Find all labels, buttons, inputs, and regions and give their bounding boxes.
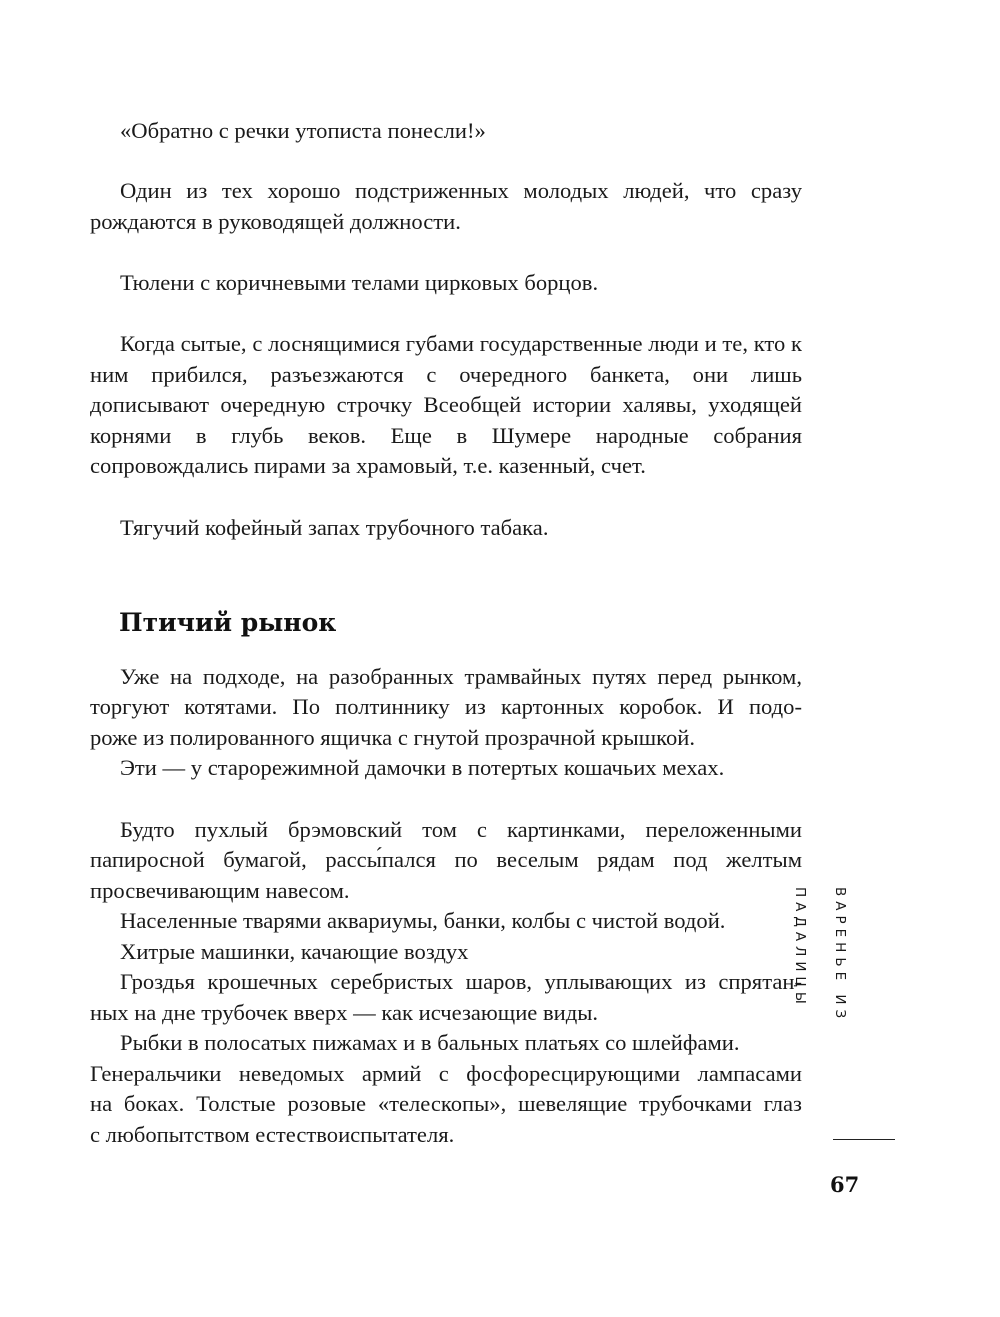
- section-line: Хитрые машинки, качающие воздух: [120, 939, 469, 964]
- section-line: Генеральчики неведомых армий с фосфоресцирующими лампасами: [90, 1061, 802, 1086]
- paragraph-1: «Обратно с речки утописта понесли!»: [120, 118, 486, 143]
- section-line: с любопытством естествоиспытателя.: [90, 1122, 455, 1147]
- paragraph-4: Когда сытые, с лоснящимися губами государственные люди и те, кто к ним прибился, разъезжаются с очередного банкета, они лишь дописывают очередную строчку Всеобщей истории халявы, уходящей корнями в глубь веков. Еще в Шумере народные собрания сопровождались пирами за храмовый, т.е. казенный, счет.: [90, 331, 802, 478]
- paragraph-2: Один из тех хорошо подстриженных молодых людей, что сразу рождаются в руководящей должности.: [90, 178, 802, 234]
- section-line: на боках. Толстые розовые «телескопы», шевелящие трубочками глаз: [90, 1091, 802, 1116]
- section-line: Уже на подходе, на разобранных трамвайных путях перед рынком,: [120, 664, 802, 689]
- paragraph-3: Тюлени с коричневыми телами цирковых борцов.: [120, 270, 599, 295]
- section-line: папиросной бумагой, рассы́пался по веселым рядам под желтым: [90, 847, 802, 872]
- paragraph-5: Тягучий кофейный запах трубочного табака.: [120, 515, 549, 540]
- page-number: 67: [830, 1172, 860, 1197]
- section-line: роже из полированного ящичка с гнутой прозрачной крышкой.: [90, 725, 695, 750]
- section-heading: Птичий рынок: [119, 608, 337, 637]
- section-line: Гроздья крошечных серебристых шаров, уплывающих из спрятан-: [120, 969, 802, 994]
- section-line: Будто пухлый брэмовский том с картинками, переложенными: [120, 817, 802, 842]
- section-line: Эти — у старорежимной дамочки в потертых кошачьих мехах.: [120, 755, 725, 780]
- running-title: ВАРЕНЬЕ ИЗ ПАДАЛИЦЫ: [792, 887, 848, 1024]
- section-line: Населенные тварями аквариумы, банки, колбы с чистой водой.: [120, 908, 726, 933]
- section-line: торгуют котятами. По полтиннику из картонных коробок. И подо-: [90, 694, 802, 719]
- section-line: Рыбки в полосатых пижамах и в бальных платьях со шлейфами.: [120, 1030, 740, 1055]
- section-line: просвечивающим навесом.: [90, 878, 350, 903]
- folio-divider: [833, 1139, 895, 1140]
- section-line: ных на дне трубочек вверх — как исчезающие виды.: [90, 1000, 599, 1025]
